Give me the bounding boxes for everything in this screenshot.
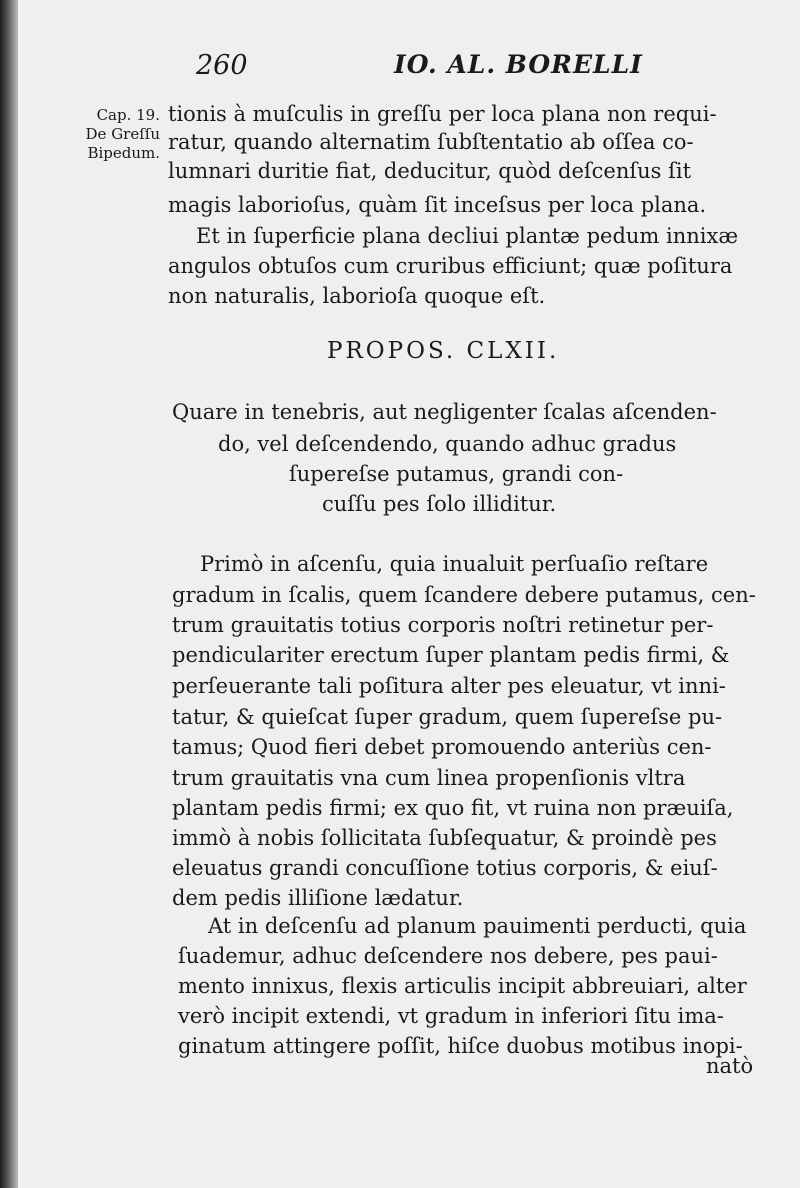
proposition-line: cuſſu pes ſolo illiditur. [322, 492, 557, 516]
margin-note-line: Bipedum. [87, 144, 160, 162]
text-line: mento innixus, flexis articulis incipit abbreuiari, alter [178, 974, 747, 998]
catchword: natò [706, 1054, 754, 1078]
text-line: verò incipit extendi, vt gradum in inferiori ſitu ima- [178, 1004, 724, 1028]
text-line: tionis à muſculis in greſſu per loca plana non requi- [168, 102, 717, 126]
text-line: tamus; Quod fieri debet promouendo anteriùs cen- [172, 735, 712, 759]
text-line: magis laborioſus, quàm ſit inceſsus per loca plana. [168, 193, 707, 217]
proposition-heading: PROPOS. CLXII. [327, 338, 560, 364]
text-line: eleuatus grandi concuſſione totius corporis, & eiuſ- [172, 856, 718, 880]
page-number: 260 [196, 50, 248, 81]
text-line: Et in ſuperficie plana decliui plantæ pedum innixæ [196, 224, 739, 248]
text-line: ratur, quando alternatim ſubſtentatio ab oſſea co- [168, 130, 694, 154]
text-line: ginatum attingere poſſit, hiſce duobus motibus inopi- [178, 1034, 743, 1058]
text-line: pendiculariter erectum ſuper plantam pedis firmi, & [172, 643, 730, 667]
text-line: immò à nobis ſollicitata ſubſequatur, & proindè pes [172, 826, 717, 850]
proposition-line: do, vel deſcendendo, quando adhuc gradus [218, 432, 677, 456]
text-line: gradum in ſcalis, quem ſcandere debere putamus, cen- [172, 583, 756, 607]
proposition-line: Quare in tenebris, aut negligenter ſcalas aſcenden- [172, 400, 717, 424]
text-line: angulos obtuſos cum cruribus efficiunt; quæ poſitura [168, 254, 733, 278]
text-line: plantam pedis firmi; ex quo fit, vt ruina non præuiſa, [172, 796, 734, 820]
text-line: trum grauitatis totius corporis noſtri retinetur per- [172, 613, 714, 637]
running-head: IO. AL. BORELLI [394, 50, 643, 79]
text-line: Primò in aſcenſu, quia inualuit perſuaſio reſtare [200, 552, 709, 576]
margin-note-line: Cap. 19. [96, 106, 160, 124]
margin-note-line: De Greſſu [85, 125, 160, 143]
text-line: lumnari duritie fiat, deducitur, quòd deſcenſus ſit [168, 159, 692, 183]
book-spine-shadow [0, 0, 18, 1188]
text-line: perſeuerante tali poſitura alter pes eleuatur, vt inni- [172, 674, 726, 698]
page-header [0, 50, 800, 90]
text-line: dem pedis illiſione lædatur. [172, 886, 464, 910]
margin-note [60, 106, 160, 163]
text-line: tatur, & quieſcat ſuper gradum, quem ſupereſse pu- [172, 705, 723, 729]
proposition-line: ſupereſse putamus, grandi con- [289, 462, 624, 486]
text-line: At in deſcenſu ad planum pauimenti perducti, quia [208, 914, 747, 938]
text-line: non naturalis, laborioſa quoque eſt. [168, 284, 546, 308]
text-line: trum grauitatis vna cum linea propenſionis vltra [172, 766, 686, 790]
text-line: ſuademur, adhuc deſcendere nos debere, pes paui- [178, 944, 718, 968]
